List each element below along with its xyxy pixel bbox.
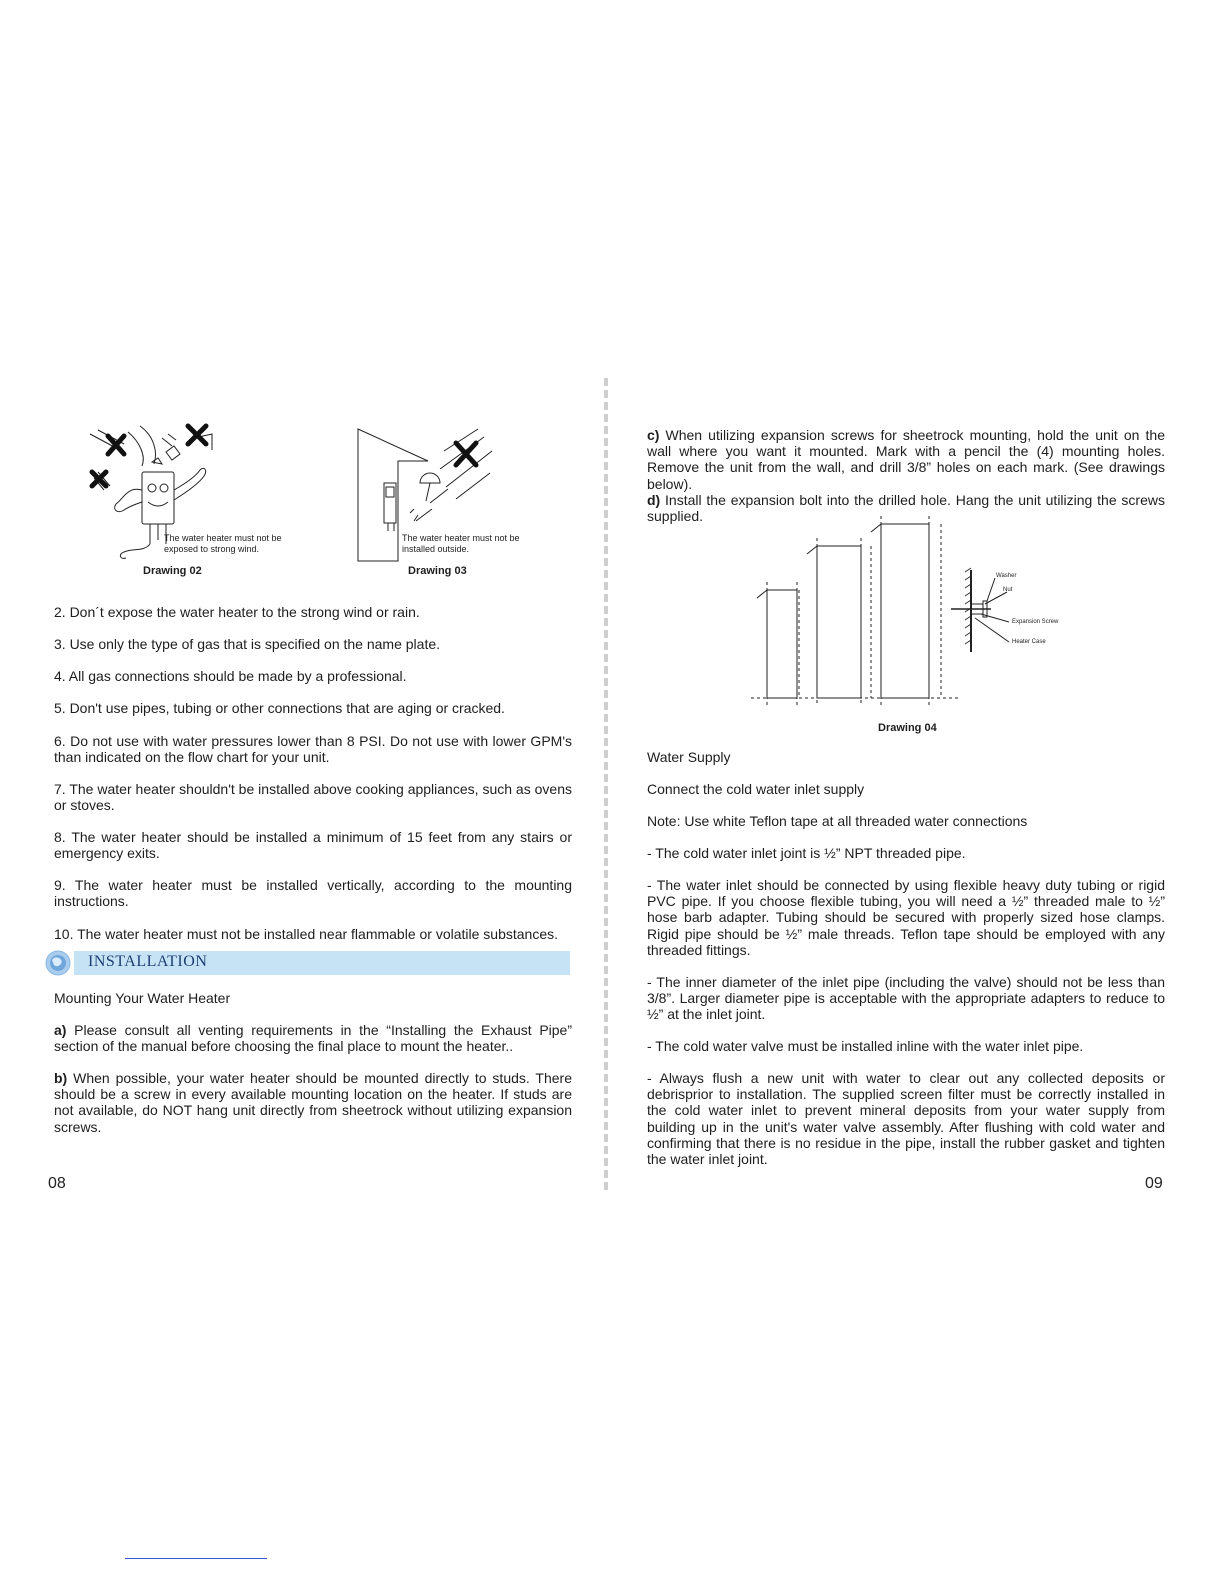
list-item: 10. The water heater must not be installed near flammable or volatile substances. — [54, 926, 559, 942]
list-item: 7. The water heater shouldn't be installed above cooking appliances, such as ovens or stoves. — [54, 781, 572, 814]
step-d-label: d) — [647, 492, 661, 508]
page-number-right: 09 — [1145, 1175, 1163, 1192]
step-c-label: c) — [647, 427, 660, 443]
list-item: 5. Don't use pipes, tubing or other connections that are aging or cracked. — [54, 700, 505, 716]
page-divider — [604, 378, 608, 1190]
step-a-label: a) — [54, 1022, 67, 1038]
connect-line: Connect the cold water inlet supply — [647, 781, 865, 797]
list-item: 2. Don´t expose the water heater to the strong wind or rain. — [54, 604, 420, 620]
drawing-03-note-line: The water heater must not be — [402, 533, 520, 543]
water-supply-heading: Water Supply — [647, 749, 731, 765]
bottom-rule — [125, 1558, 267, 1559]
drawing-04-diagram — [745, 512, 1065, 712]
step-b-text: When possible, your water heater should be mounted directly to studs. There should be a screw in every available mounting location on the heater. If studs are not available, do NOT hang unit directly from sheetrock without utilizing expansion screws. — [54, 1070, 572, 1135]
drawing-02-note-line: The water heater must not be — [164, 533, 282, 543]
bullet-item: - The water inlet should be connected by using flexible heavy duty tubing or rigid PVC pipe. If you choose flexible tubing, you will need a ½” threaded male to ½” hose barb adapter. Tubing should be secured with properly sized hose clamps. Rigid pipe should be ½” male threads. Teflon tape should be employed with any threaded fittings. — [647, 877, 1165, 958]
mounting-heading: Mounting Your Water Heater — [54, 990, 231, 1006]
drawing-03-caption: Drawing 03 — [408, 565, 467, 577]
drawing-02-note-line: exposed to strong wind. — [164, 544, 260, 554]
step-c-text: When utilizing expansion screws for sheetrock mounting, hold the unit on the wall where you want it mounted. Mark with a pencil the (4) mounting holes. Remove the unit from the wall, and drill 3/8” holes on each mark. (See drawings below). — [647, 427, 1165, 492]
list-item: 9. The water heater must be installed vertically, according to the mounting instructions. — [54, 877, 572, 910]
globe-icon — [45, 950, 71, 976]
step-a — [54, 1022, 572, 1054]
drawing-03-note — [402, 533, 520, 555]
drawing-04-label-washer: Washer — [996, 573, 1017, 579]
drawing-04-label-heater-case: Heater Case — [1012, 639, 1046, 645]
step-b — [54, 1070, 572, 1135]
note-line: Note: Use white Teflon tape at all threaded water connections — [647, 813, 1028, 829]
bullet-item: - The cold water inlet joint is ½” NPT threaded pipe. — [647, 845, 966, 861]
bullet-item: - The inner diameter of the inlet pipe (including the valve) should not be less than 3/8”. Larger diameter pipe is acceptable with the appropriate adapters to reduce to ½” at the inlet joint. — [647, 974, 1165, 1023]
drawing-04-label-expansion-screw: Expansion Screw — [1012, 619, 1059, 625]
drawing-04-label-nut: Nut — [1003, 587, 1013, 593]
step-d-text: Install the expansion bolt into the drilled hole. Hang the unit utilizing the screws supplied. — [647, 492, 1165, 525]
drawing-02-caption: Drawing 02 — [143, 565, 202, 577]
list-item: 6. Do not use with water pressures lower than 8 PSI. Do not use with lower GPM's than indicated on the flow chart for your unit. — [54, 733, 572, 766]
section-title: INSTALLATION — [88, 953, 208, 970]
drawing-03-note-line: installed outside. — [402, 544, 470, 554]
drawing-04-caption: Drawing 04 — [878, 722, 937, 734]
bullet-item: - Always flush a new unit with water to clear out any collected deposits or debrisprior to installation. The supplied screen filter must be correctly installed in the cold water inlet to prevent mineral deposits from your water supply from building up in the unit's water valve assembly. After flushing with cold water and confirming that there is no residue in the pipe, install the rubber gasket and tighten the water inlet joint. — [647, 1070, 1165, 1168]
list-item: 4. All gas connections should be made by a professional. — [54, 668, 407, 684]
step-c — [647, 427, 1165, 492]
drawing-02-note — [164, 533, 282, 555]
list-item: 8. The water heater should be installed a minimum of 15 feet from any stairs or emergency exits. — [54, 829, 572, 862]
step-b-label: b) — [54, 1070, 68, 1086]
bullet-item: - The cold water valve must be installed inline with the water inlet pipe. — [647, 1038, 1084, 1054]
list-item: 3. Use only the type of gas that is specified on the name plate. — [54, 636, 441, 652]
step-a-text: Please consult all venting requirements in the “Installing the Exhaust Pipe” section of the manual before choosing the final place to mount the heater.. — [54, 1022, 572, 1055]
page-number-left: 08 — [48, 1175, 66, 1192]
